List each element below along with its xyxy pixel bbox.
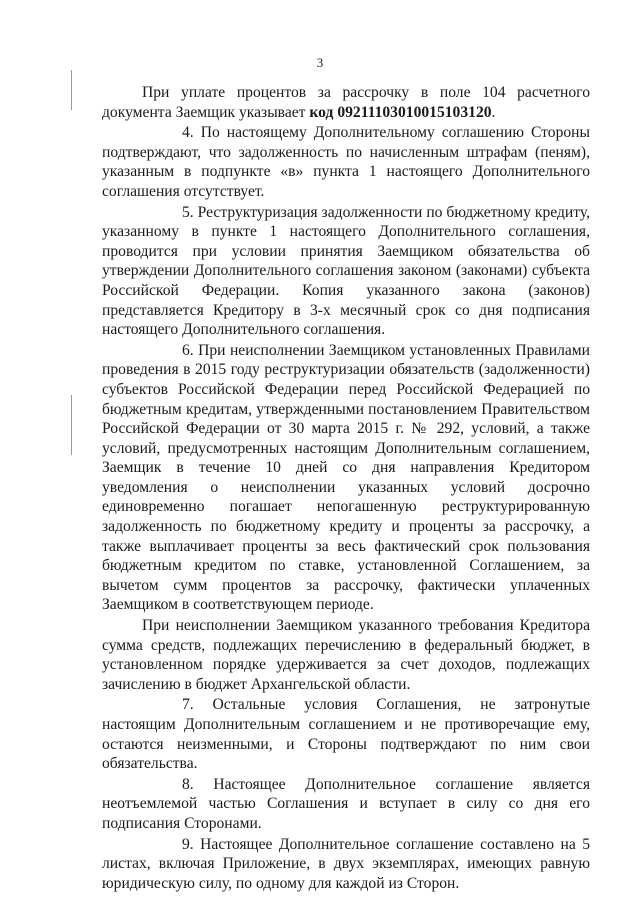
paragraph-9 (102, 835, 590, 894)
budget-classification-code: код 09211103010015103120 (309, 103, 492, 121)
paragraph-5 (102, 203, 590, 340)
paragraph-6-continuation (102, 616, 590, 694)
scan-edge-mark (71, 70, 72, 110)
clause-number: 5. (182, 203, 194, 221)
paragraph-text: Настоящее Дополнительное соглашение является неотъемлемой частью Соглашения и вступает в силу со дня его подписания Сторонами. (102, 775, 590, 832)
paragraph-text: По настоящему Дополнительному соглашению Стороны подтверждают, что задолженность по начисленным штрафам (пеням), указанным в подпункте «в» пункта 1 настоящего Дополнительного соглашения отсутствует. (102, 124, 590, 200)
document-body (102, 83, 590, 893)
paragraph-text: При неисполнении Заемщиком указанного требования Кредитора сумма средств, подлежащих перечислению в федеральный бюджет, в установленном порядке удерживается за счет доходов, подлежащих зачислению в бюджет Архангельской области. (102, 617, 590, 693)
paragraph-text: Настоящее Дополнительное соглашение составлено на 5 листах, включая Приложение, в двух экземплярах, имеющих равную юридическую силу, по одному для каждой из Сторон. (102, 835, 590, 892)
clause-number: 8. (182, 775, 194, 793)
paragraph-text: При неисполнении Заемщиком установленных Правилами проведения в 2015 году реструктуризации обязательств (задолженности) субъектов Российской Федерации перед Российской Федерацией по бюджетным кредитам, утвержденными постановлением Правительством Российской Федерации от 30 марта 2015 г. № 292, условий, а также условий, предусмотренных настоящим Дополнительным соглашением, Заемщик в течение 10 дней со дня направления Кредитором уведомления о неисполнении указанных условий досрочно единовременно погашает непогашенную реструктурированную задолженность по бюджетному кредиту и проценты за рассрочку, а также выплачивает проценты за весь фактический срок пользования бюджетным кредитом по ставке, установленной Соглашением, за вычетом сумм процентов за рассрочку, фактически уплаченных Заемщиком в соответствующем периоде. (102, 341, 590, 614)
paragraph-end: . (491, 103, 496, 121)
clause-number: 7. (182, 696, 194, 714)
paragraph-interest-payment (102, 83, 590, 122)
paragraph-8 (102, 775, 590, 834)
paragraph-6 (102, 341, 590, 615)
paragraph-7 (102, 695, 590, 773)
paragraph-text: Реструктуризация задолженности по бюджетному кредиту, указанному в пункте 1 настоящего Дополнительного соглашения, проводится при условии принятия Заемщиком обязательства об утверждении Дополнительного соглашения законом (законами) субъекта Российской Федерации. Копия указанного закона (законов) представляется Кредитору в 3-х месячный срок со дня подписания настоящего Дополнительного соглашения. (102, 203, 590, 339)
paragraph-text: При уплате процентов за рассрочку в поле 104 расчетного документа Заемщик указывает (102, 84, 590, 121)
clause-number: 4. (182, 124, 194, 142)
scan-edge-mark (71, 395, 72, 455)
paragraph-4 (102, 123, 590, 201)
clause-number: 9. (182, 835, 194, 853)
page-number: 3 (316, 55, 324, 70)
clause-number: 6. (182, 341, 194, 359)
paragraph-text: Остальные условия Соглашения, не затронутые настоящим Дополнительным соглашением и не противоречащие ему, остаются неизменными, и Стороны подтверждают по ним свои обязательства. (102, 696, 590, 773)
